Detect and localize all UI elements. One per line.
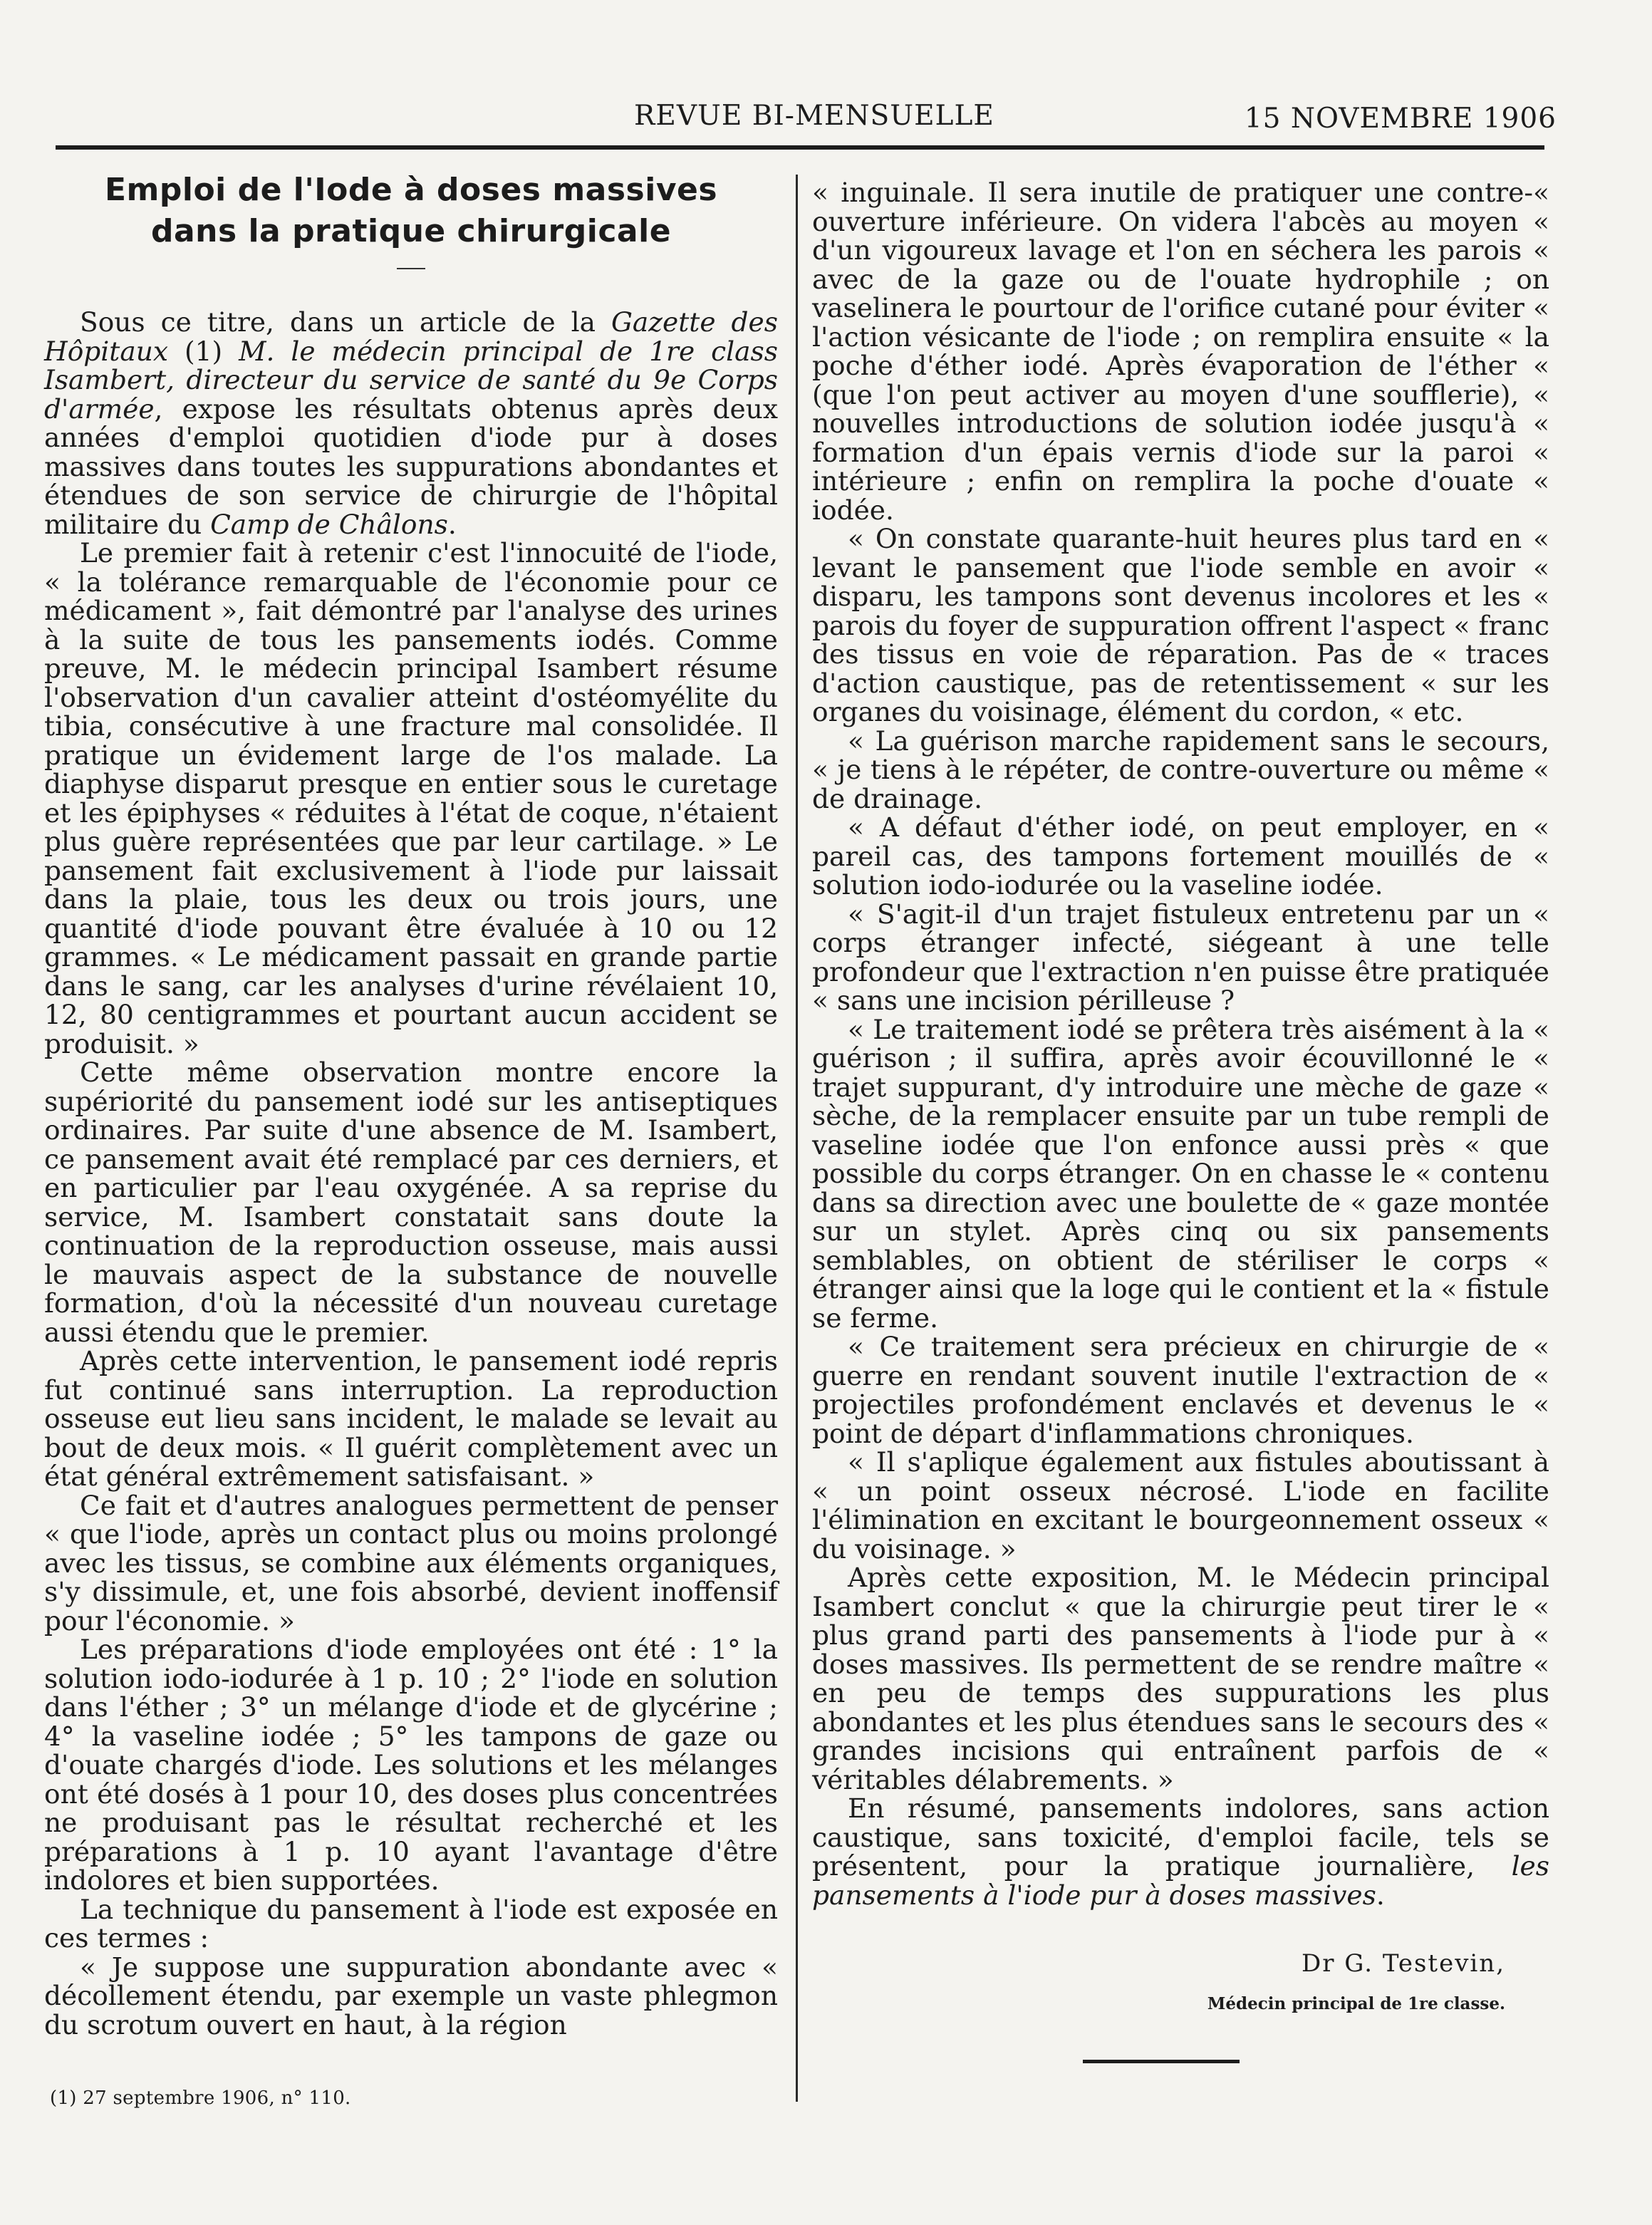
intro-text-b: , expose les résultats obtenus après deux années d'emploi quotidien d'iode pur à doses massives dans toutes les suppurations abondantes et étendues de son service de chirurgie de l'hôpital militaire du — [44, 393, 778, 540]
footnote-ref: (1) — [168, 335, 239, 367]
paragraph-r1: « inguinale. Il sera inutile de pratiquer une contre-« ouverture inférieure. On videra l'abcès au moyen « d'un vigoureux lavage et l'on en séchera les parois « avec de la gaze ou de l'ouate hydrophile ; on vaselinera le pourtour de l'orifice cutané pour éviter « l'action vésicante de l'iode ; on remplira ensuite « la poche d'éther iodé. Après évaporation de l'éther « (que l'on peut activer au moyen d'une soufflerie), « nouvelles introductions de solution iodée jusqu'à « formation d'un épais vernis d'iode sur la paroi « intérieure ; enfin on remplira la poche d'ouate « iodée. — [812, 177, 1549, 526]
paragraph-2: Le premier fait à retenir c'est l'innocuité de l'iode, « la tolérance remarquable de l'économie pour ce médicament », fait démontré par l'analyse des urines à la suite de tous les pansements iodés. Comme preuve, M. le médecin principal Isambert résume l'observation d'un cavalier atteint d'ostéomyélite du tibia, consécutive à une fracture mal consolidée. Il pratique un évidement large de l'os malade. La diaphyse disparut presque en entier sous le curetage et les épiphyses « réduites à l'état de coque, n'étaient plus guère représentées que par leur cartilage. » Le pansement fait exclusivement à l'iode pur laissait dans la plaie, tous les deux ou trois jours, une quantité d'iode pouvant être évaluée à 10 ou 12 grammes. « Le médicament passait en grande partie dans le sang, car les analyses d'urine révélaient 10, 12, 80 centigrammes et pourtant aucun accident se produisit. » — [44, 537, 778, 1059]
conclusion-text-a: En résumé, pansements indolores, sans action caustique, sans toxicité, d'emploi facile, tels se présentent, pour la pratique journalière, — [812, 1793, 1549, 1882]
conclusion-emphasis: les pansements à l'iode pur à doses massives — [812, 1850, 1549, 1911]
author-name: M. le médecin principal de 1re class Isambert, directeur du service de santé du 9e Corps d'armée — [44, 335, 778, 425]
paragraph-5: Ce fait et d'autres analogues permettent de penser « que l'iode, après un contact plus ou moins prolongé avec les tissus, se combine aux éléments organiques, s'y dissimule, et, une fois absorbé, devient inoffensif pour l'économie. » — [44, 1489, 778, 1637]
paragraph-3: Cette même observation montre encore la supériorité du pansement iodé sur les antiseptiques ordinaires. Par suite d'une absence de M. Isambert, ce pansement avait été remplacé par ces derniers, et en particulier par l'eau oxygénée. A sa reprise du service, M. Isambert constatait sans doute la continuation de la reproduction osseuse, mais aussi le mauvais aspect de la substance de nouvelle formation, d'où la nécessité d'un nouveau curetage aussi étendu que le premier. — [44, 1057, 778, 1348]
page-header — [50, 100, 1557, 140]
right-column — [812, 178, 1549, 2063]
column-divider — [796, 175, 798, 2102]
source-name: Gazette des Hôpitaux — [44, 306, 778, 367]
title-dash — [397, 268, 425, 269]
header-rule — [56, 145, 1544, 150]
paragraph-r9: Après cette exposition, M. le Médecin principal Isambert conclut « que la chirurgie peut tirer le « plus grand parti des pansements à l'iode pur à « doses massives. Ils permettent de se rendre maître « en peu de temps des suppurations les plus abondantes et les plus étendues sans le secours des « grandes incisions qui entraînent parfois de « véritables délabrements. » — [812, 1562, 1549, 1795]
paragraph-r8: « Il s'aplique également aux fistules aboutissant à « un point osseux nécrosé. L'iode en facilite l'élimination en excitant le bourgeonnement osseux « du voisinage. » — [812, 1446, 1549, 1565]
paragraph-8: « Je suppose une suppuration abondante avec « décollement étendu, par exemple un vaste phlegmon du scrotum ouvert en haut, à la région — [44, 1951, 778, 2040]
author-title: Médecin principal de 1re classe. — [1207, 1993, 1505, 2013]
paragraph-6: Les préparations d'iode employées ont été : 1° la solution iodo-iodurée à 1 p. 10 ; 2° l'iode en solution dans l'éther ; 3° un mélange d'iode et de glycérine ; 4° la vaseline iodée ; 5° les tampons de gaze ou d'ouate chargés d'iode. Les solutions et les mélanges ont été dosés à 1 pour 10, des doses plus concentrées ne produisant pas le résultat recherché et les préparations à 1 p. 10 ayant l'avantage d'être indolores et bien supportées. — [44, 1634, 778, 1896]
place-name: Camp de Châlons — [210, 508, 448, 540]
paragraph-7: La technique du pansement à l'iode est exposée en ces termes : — [44, 1893, 778, 1954]
intro-text-a: Sous ce titre, dans un article de la — [80, 306, 611, 338]
article-title — [44, 170, 778, 252]
paragraph-conclusion — [812, 1794, 1549, 1909]
paragraph-r6: « Le traitement iodé se prêtera très aisément à la « guérison ; il suffira, après avoir écouvillonné le « trajet suppurant, d'y introduire une mèche de gaze « sèche, de la remplacer ensuite par un tube rempli de vaseline iodée que l'on enfonce aussi près « que possible du corps étranger. On en chasse le « contenu dans sa direction avec une boulette de « gaze montée sur un stylet. Après cinq ou six pansements semblables, on obtient de stériliser le corps « étranger ainsi que la loge qui le contient et la « fistule se ferme. — [812, 1013, 1549, 1334]
paragraph-r3: « La guérison marche rapidement sans le secours, « je tiens à le répéter, de contre-ouverture ou même « de drainage. — [812, 725, 1549, 814]
issue-date: 15 NOVEMBRE 1906 — [1244, 103, 1557, 135]
paragraph-intro — [44, 308, 778, 539]
publication-name: REVUE BI-MENSUELLE — [634, 100, 994, 132]
paragraph-r7: « Ce traitement sera précieux en chirurgie de « guerre en rendant souvent inutile l'extraction de « projectiles profondément enclavés et devenus le « point de départ d'inflammations chroniques. — [812, 1331, 1549, 1449]
paragraph-r5: « S'agit-il d'un trajet fistuleux entretenu par un « corps étranger infecté, siégeant à une telle profondeur que l'extraction n'en puisse être pratiquée « sans une incision périlleuse ? — [812, 898, 1549, 1016]
intro-text-c: . — [447, 508, 457, 540]
title-line-1: Emploi de l'Iode à doses massives — [104, 172, 718, 208]
paragraph-4: Après cette intervention, le pansement iodé repris fut continué sans interruption. La reproduction osseuse eut lieu sans incident, le malade se levait au bout de deux mois. « Il guérit complètement avec un état général extrêmement satisfaisant. » — [44, 1345, 778, 1492]
paragraph-r2: « On constate quarante-huit heures plus tard en « levant le pansement que l'iode semble en avoir « disparu, les tampons sont devenus incolores et les « parois du foyer de suppuration offrent l'aspect « franc des tissus en voie de réparation. Pas de « traces d'action caustique, pas de retentissement « sur les organes du voisinage, élément du cordon, « etc. — [812, 523, 1549, 727]
title-line-2: dans la pratique chirurgicale — [150, 213, 672, 249]
left-column — [44, 170, 778, 2039]
conclusion-text-b: . — [1376, 1879, 1385, 1911]
signature-block — [812, 1949, 1549, 2018]
footnote: (1) 27 septembre 1906, n° 110. — [50, 2087, 351, 2109]
paragraph-r4: « A défaut d'éther iodé, on peut employer, en « pareil cas, des tampons fortement mouillés de « solution iodo-iodurée ou la vaseline iodée. — [812, 811, 1549, 901]
author-signature: Dr G. Testevin, — [1301, 1949, 1505, 1978]
end-rule — [1083, 2060, 1240, 2063]
